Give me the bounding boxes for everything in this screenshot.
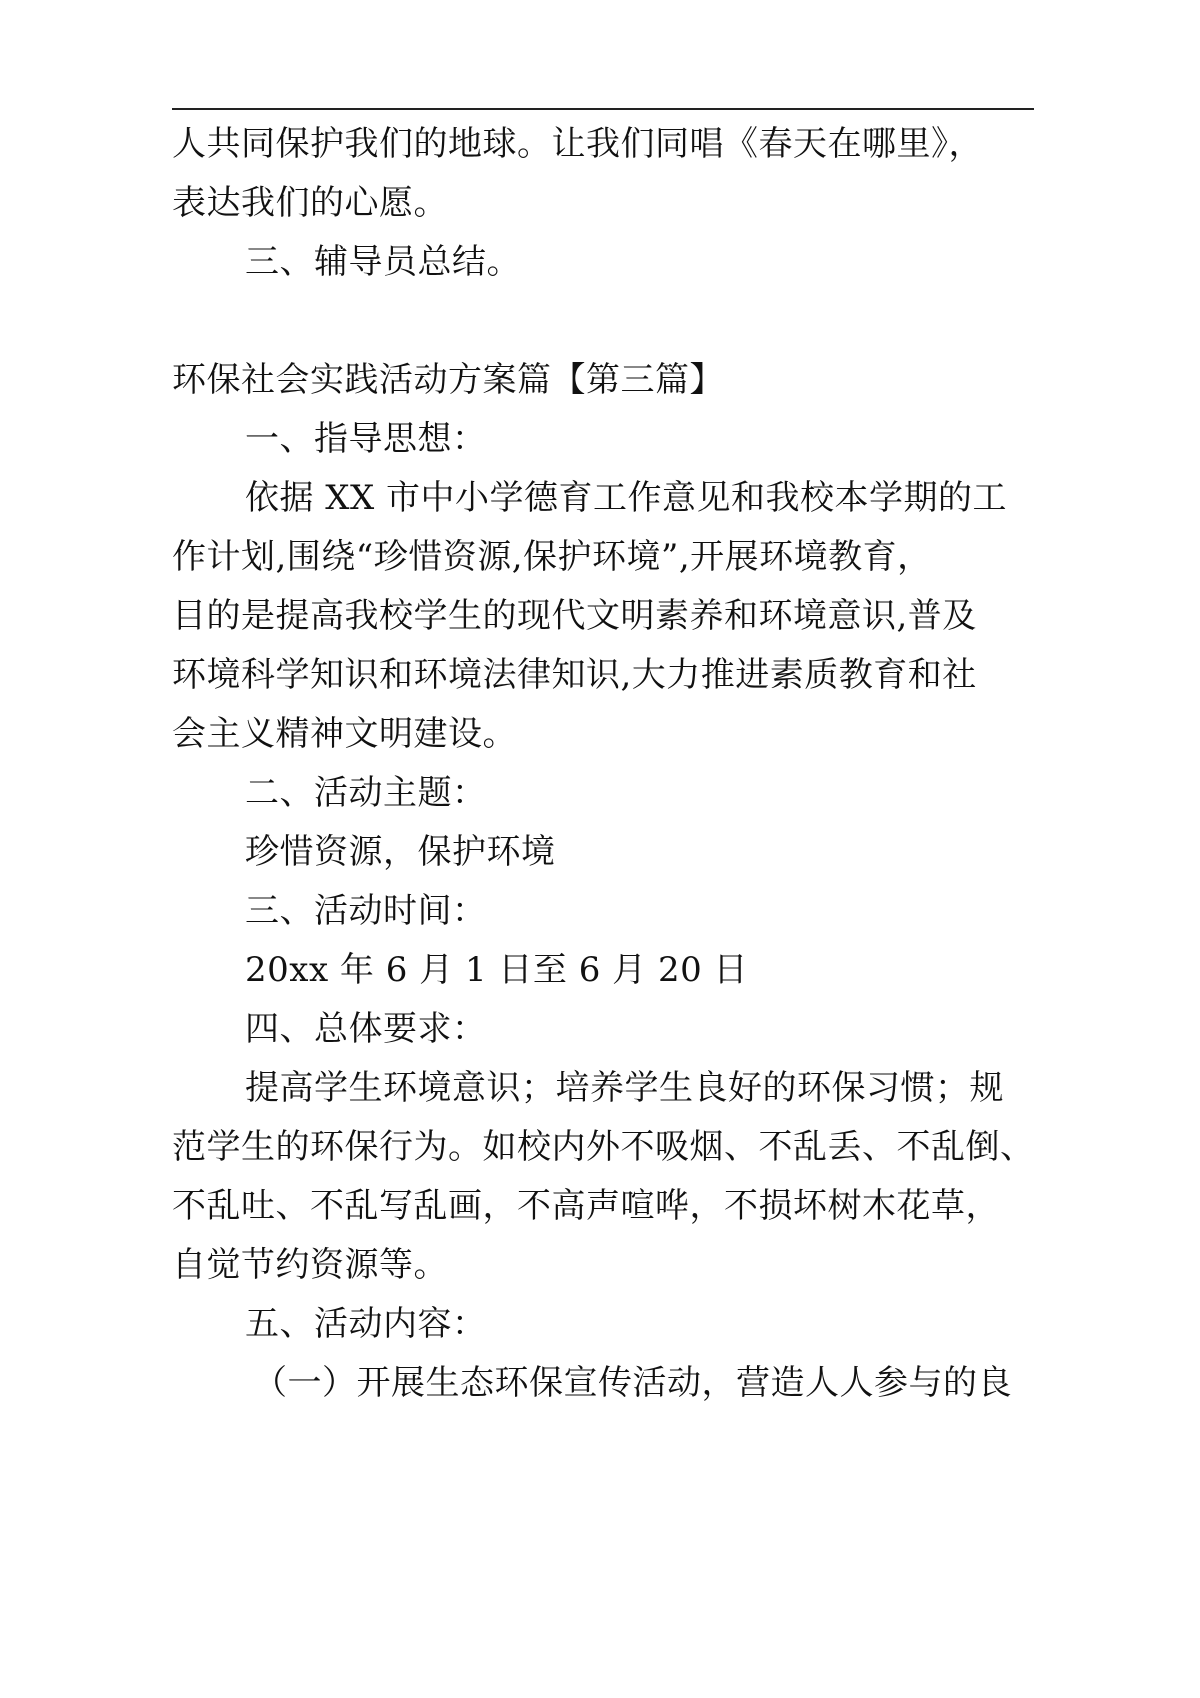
article-title: 环保社会实践活动方案篇【第三篇】 <box>172 360 724 400</box>
section-heading: 四、总体要求： <box>245 1009 487 1049</box>
section-heading: 三、活动时间： <box>245 891 487 931</box>
body-text-line: 珍惜资源，保护环境 <box>245 832 556 872</box>
body-text-line: 作计划,围绕“珍惜资源,保护环境”,开展环境教育， <box>172 537 932 577</box>
body-text-line: 不乱吐、不乱写乱画，不高声喧哗，不损坏树木花草， <box>172 1186 1000 1226</box>
body-text-line: 提高学生环境意识；培养学生良好的环保习惯；规 <box>245 1068 1004 1108</box>
body-text-line: 范学生的环保行为。如校内外不吸烟、不乱丢、不乱倒、 <box>172 1127 1035 1167</box>
section-heading: 五、活动内容： <box>245 1304 487 1344</box>
body-text-line: 自觉节约资源等。 <box>172 1245 448 1285</box>
body-text-line: 人共同保护我们的地球。让我们同唱《春天在哪里》， <box>172 124 983 164</box>
section-heading: 一、指导思想： <box>245 419 487 459</box>
body-text-line: 目的是提高我校学生的现代文明素养和环境意识,普及 <box>172 596 977 636</box>
header-rule <box>172 108 1034 110</box>
body-text-line: 表达我们的心愿。 <box>172 183 448 223</box>
section-heading: 二、活动主题： <box>245 773 487 813</box>
body-text-line: 20xx 年 6 月 1 日至 6 月 20 日 <box>245 950 749 990</box>
body-text-line: 依据 XX 市中小学德育工作意见和我校本学期的工 <box>245 478 1008 518</box>
subsection-heading: （一）开展生态环保宣传活动，营造人人参与的良 <box>253 1363 1012 1403</box>
section-heading: 三、辅导员总结。 <box>245 242 521 282</box>
body-text-line: 会主义精神文明建设。 <box>172 714 517 754</box>
body-text-line: 环境科学知识和环境法律知识,大力推进素质教育和社 <box>172 655 977 695</box>
